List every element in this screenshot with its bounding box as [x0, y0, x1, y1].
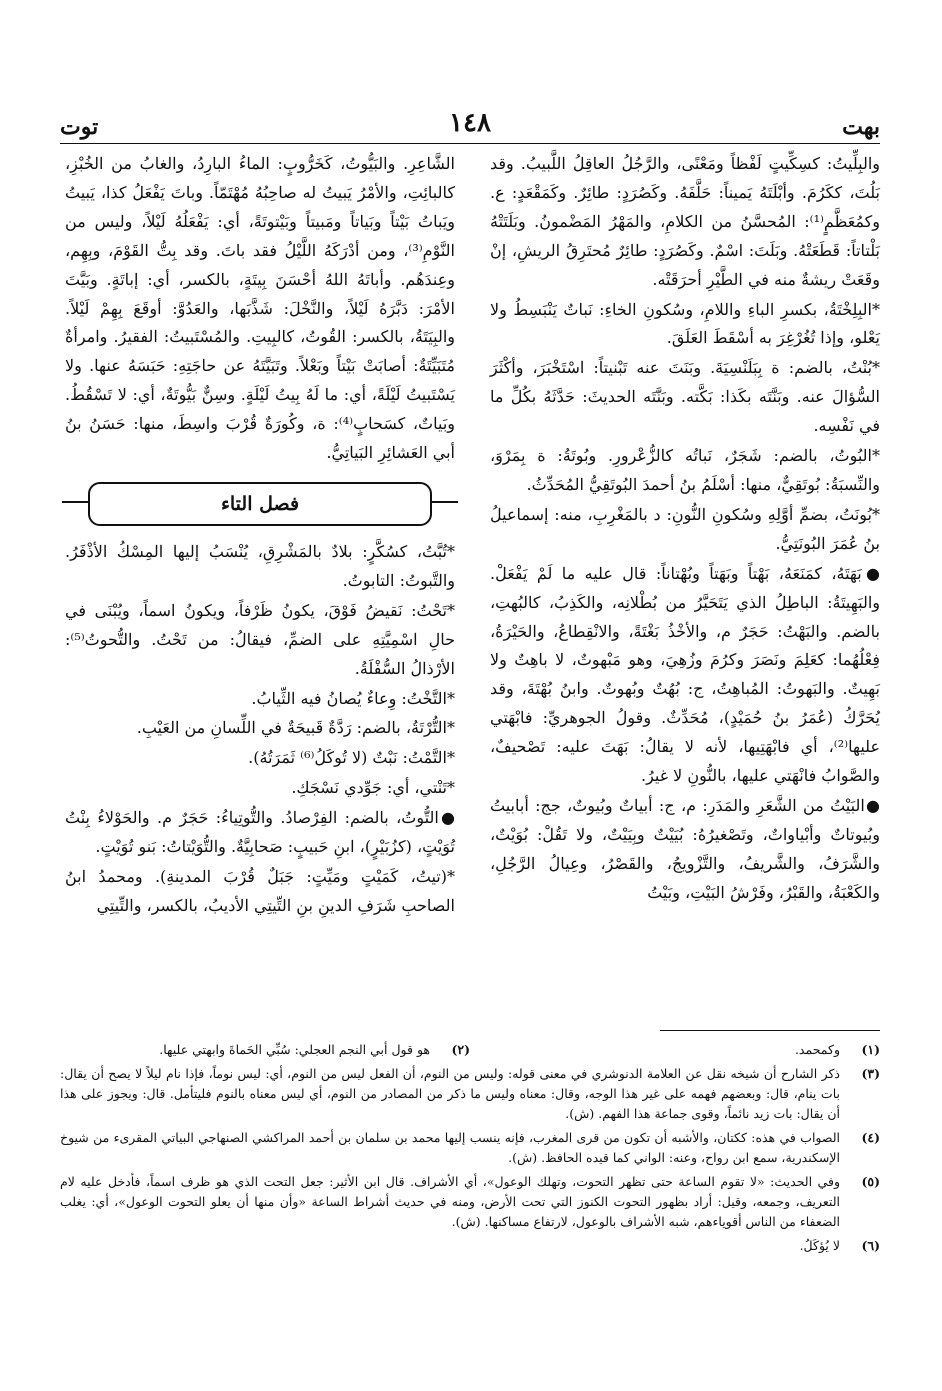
footnote-number: (٦) [861, 1238, 880, 1253]
page-number: ١٤٨ [449, 108, 491, 138]
footnote-text: هو قول أبي النجم العجلي: سُبِّي الحَماةَ وابهتي عليها. [159, 1042, 430, 1057]
footnote-2 [60, 1040, 470, 1060]
entry-paragraph: *تُبَّتُ، كسُكَّرٍ: بلادٌ بالمَشْرِقِ، يُنْسَبُ إليها المِسْكُ الأذْفَرُ. والتَّبوتُ: التابوتُ. [65, 541, 455, 590]
footnote-text: الصواب في هذه: ككتان، والأشبه أن تكون من قرى المغرب، فإنه ينسب إليها محمد بن سلمان بن أحمد المراكشي الصنهاجي البياتي المقرىء من شيوخ الإسكندرية، سمع ابن رواح، وعنه: الواني كما قيده الحافظ. (ش). [60, 1130, 840, 1165]
footnote-6 [60, 1236, 880, 1256]
entry-paragraph: *البُوتُ، بالضم: شَجَرٌ، نَباتُه كالزُّعْرورِ. وبُوتَةُ: ة بِمَرْوَ، والنِّسبَةُ: بُوتَقِيٌّ، منها: أسْلَمُ بنُ أحمدَ البُوتَقِيُّ المُحَدِّثُ. [490, 446, 880, 494]
entry-paragraph: *بُنْتُ، بالضم: ة بِبَلَنْسِيَةَ. وبَنَتَ عنه تَبْنيتاً: اسْتَخْبَرَ، وأكْثَرَ السُّؤالَ عنه. وبَنَّتَه بكَذا: بَكَّته. وبَنَّتَه الحديثَ: حَدَّثَهُ بكُلِّ ما في نَفْسِه. [490, 358, 880, 436]
entry-paragraph: *تَنْتي، أي: جَوِّدي نَسْجَكِ. [291, 778, 455, 798]
header-rule [60, 143, 880, 144]
footnote-5 [60, 1172, 880, 1232]
entry-paragraph: الشَّاعِرِ. والبَيُّوتُ، كَخَرُّوبٍ: الماءُ البارِدُ، والغابُ من الخُبْزِ، كالبائِتِ، والأمْرُ يَبيتُ له صاحِبُهُ مُهْتَمّاً. وباتَ يَفْعَلُ كذا، يَبيتُ ويَباتُ بَيْتاً وبَياتاً ومَبيتاً وبَيْتوتَةً، أي: يَفْعَلُهُ لَيْلاً، وليس من النَّوْمِ⁽³⁾، ومن أدْرَكَهُ اللَّيْلُ فقد باتَ. وقد بِتُّ القَوْمَ، وبِهِم، وعِندَهُم. وأباتَهُ اللهُ أحْسَنَ بِيتَةٍ، بالكسر، أي: إباتَةٍ. وبَيَّتَ الأمْرَ: دَبَّرَهُ لَيْلاً، والنَّخْلَ: شَذَّبَها، والعَدُوَّ: أوقَعَ بِهِمْ لَيْلاً. والبِيَتَةُ، بالكسر: القُوتُ، كالبِيتِ. والمُسْتَبيتُ: الفقيرُ. وامرأةٌ مُتَبَيِّتَةٌ: أصابَتْ بَيْتاً وبَعْلاً. وتَبَيَّتَهُ عن حاجَتِهِ: حَبَسَهُ عنها. ولا يَسْتَبيتُ لَيْلَةً، أي: ما لَهُ بِيتُ لَيْلَةٍ. وسِنٌّ بَيُّوتَةٌ، أي: لا تَسْقُطُ. وبَياتٌ، كسَحابٍ⁽⁴⁾: ة، وكُورَةٌ قُرْبَ واسِطَ، منها: حَسَنُ بنُ أبي العَشائِرِ البَياتِيُّ. [65, 154, 455, 463]
footnote-text: وفي الحديث: «لا تقوم الساعة حتى تظهر التحوت، وتهلك الوعول»، أي الأشراف. قال ابن الأثير: جعل التحت الذي هو ظرف اسماً، فأدخل عليه لام التعريف، وجمعه، وقيل: أراد بظهور التحوت الكنوز التي تحت الأرض، ومنه في حديث أشراط الساعة «وأن منها أن يعلو التحوت الوعول»، أي: يغلب الضعفاء من الناس أقوياءهم، شبه الأشراف بالوعول، لارتفاع مساكنها. (ش). [60, 1174, 840, 1229]
entry-paragraph: *التَّمْتُ: نَبْتٌ (لا تُوكَلُ⁽⁶⁾ ثَمَرَتُهُ). [248, 748, 455, 768]
entry-paragraph: والبِلِّيتُ: كسِكِّيتٍ لَفْظاً ومَعْنًى، والرَّجُلُ العاقِلُ اللَّبيبُ. وقد بَلُتَ، ككَرُمَ. وأبْلَتَهُ يَميناً: حَلَّفَهُ. وكَصُرَدٍ: طائِرٌ. وكَمَقْعَدٍ: ع. وكمُعَظَّمٍ⁽¹⁾: المُحسَّنُ من الكلامِ، والمَهْرُ المَضْمونُ. وبَلَتَتْهُ بَلْتاتاً: قَطَعَتْهُ. وبَلَتَ: اسْمٌ. وكَصُرَدٍ: طائِرٌ مُحتَرِقُ الريشِ، إنْ وقَعَتْ ريشةٌ منه في الطَّيْرِ أحرَقَتْه. [490, 154, 881, 289]
right-column [490, 150, 880, 909]
entry-paragraph: *التُّرْتَةُ، بالضم: رَدَّةٌ قَبيحَةٌ في اللِّسانِ من العَيْبِ. [136, 718, 455, 738]
footnote-text: لا يُؤكَلُ. [799, 1238, 840, 1253]
footnote-text: ذكر الشارح أن شيخه نقل عن العلامة الدنوشري في معنى قوله: وليس من النوم، أن الفعل ليس من النوم، أي: ليس نوماً، فإذا نام ليلاً لا يصح أن يقال: بات ينام، قال: وبعضهم فهمه على غير هذا الوجه، وقال: معناه وليس ما ذكر من المصادر من النوم، أي ليس معناه بالنوم فليتأمل. قال: ويجوز على هذا أن يقال: بات زيد نائماً، وقوى جماعة هذا الفهم. (ش). [60, 1066, 840, 1121]
footnote-number: (٣) [861, 1066, 880, 1081]
footnote-4 [60, 1128, 880, 1168]
footnote-pair [60, 1040, 880, 1060]
footnote-number: (٥) [861, 1174, 880, 1189]
footnotes [60, 1040, 880, 1260]
entry-paragraph: *البِلِخْتَةُ، بكسرِ الباءِ واللامِ، وسُكونِ الخاءِ: نَباتٌ يَنْبَسِطُ ولا يَعْلو، وإذا تُغُرْغِرَ به أسْقَطَ العَلَقَ. [490, 299, 880, 348]
footnote-3 [60, 1064, 880, 1124]
entry-paragraph: *بُونَتُ، بضمِّ أوَّلِهِ وسُكونِ النُّونِ: د بالمَغْرِبِ، منه: إسماعيلُ بنُ عُمَرَ البُونَتِيُّ. [490, 504, 880, 553]
footnote-rule [660, 1030, 880, 1031]
header-right-entry: بهت [842, 114, 880, 140]
section-title: فصل التاء [88, 482, 432, 526]
header-left-entry: توت [60, 114, 99, 140]
entry-paragraph: ●بَهَتَهُ، كمَنَعَهُ، بَهْتاً وبَهَتاً وبُهْتاناً: قال عليه ما لَمْ يَفْعَلْ. والبَهِيتَةُ: الباطِلُ الذي يَتَحَيَّرُ من بُطْلانِه، والكَذِبُ، كالبُهتِ، بالضم. والبَهْتُ: حَجَرٌ م، والأخْذُ بَغْتَةً، والانْقِطاعُ، والحَيْرَةُ، فِعْلُهُما: كعَلِمَ ونَصَرَ وكرُمَ وزُهِيَ، وهو مَبْهوتٌ، لا باهِتٌ ولا بَهِيتٌ. والبَهوتُ: المُباهِتُ، ج: بُهُتٌ وبُهوتٌ. وابنُ بُهْتَةَ، وقد يُحَرَّكُ (عُمَرُ بنُ حُمَيْدٍ)، مُحَدِّثٌ. وقولُ الجوهريِّ: فابْهَتي عليها⁽²⁾، أي فابْهَتِيها، لأنه لا يقالُ: بَهَتَ عليه: تَصْحيفٌ، والصَّوابُ فانْهَتي عليها، بالنُّونِ لا غيرُ. [490, 563, 880, 786]
footnote-number: (٤) [861, 1130, 880, 1145]
footnote-number: (٢) [451, 1042, 470, 1057]
entry-paragraph: *(تيتُ، كَمَيْتٍ ومَيِّتٍ: جَبَلٌ قُرْبَ المدينةِ). ومحمدُ ابنُ الصاحبِ شَرَفِ الدينِ بنِ التِّيتِي الأديبُ، بالكسر، والتِّيتِي [65, 866, 455, 915]
footnote-text: وكمحمد. [794, 1042, 840, 1057]
footnote-number: (١) [861, 1042, 880, 1057]
entry-paragraph: ●التُّوتُ، بالضم: الفِرْصادُ. والتُّوتِياءُ: حَجَرٌ م. والحَوْلاءُ بِنْتُ تُوَيْتٍ، (كزُبَيْرٍ)، ابنِ حَبيبٍ: صَحابِيَّةٌ. والتُّوَيْتاتُ: بَنو تُوَيْتٍ. [65, 808, 455, 857]
page-header [60, 108, 880, 148]
entry-paragraph: *التَّخْتُ: وِعاءٌ يُصانُ فيه الثِّيابُ. [251, 688, 455, 708]
footnote-1 [470, 1040, 880, 1060]
entry-paragraph: ●البَيْتُ من الشَّعَرِ والمَدَرِ: م، ج: أبياتٌ وبُيوتٌ، جج: أبابيتُ وبُيوتاتٌ وأبْياواتٌ، وتَصْغيرُهُ: بُيَيْتٌ وبِيَيْتٌ، ولا تَقُلْ: بُوَيْتٌ، والشَّرَفُ، والشَّريفُ، والتَّزْويجُ، والقَصْرُ، وعِيالُ الرَّجُلِ، والكَعْبَةُ، والقَبْرُ، وفَرْشُ البَيْتِ، وبَيْتُ [490, 795, 880, 902]
left-column [65, 150, 455, 922]
entry-paragraph: *تَحْتُ: نَقيضُ فَوْقَ، يكونُ ظَرْفاً، ويكونُ اسماً، ويُبْنَى في حالِ اسْمِيَّتِهِ على الضمِّ، فيقالُ: من تَحْتُ. والتُّحوتُ⁽⁵⁾: الأرْذالُ السُّفْلَةُ. [65, 600, 455, 678]
